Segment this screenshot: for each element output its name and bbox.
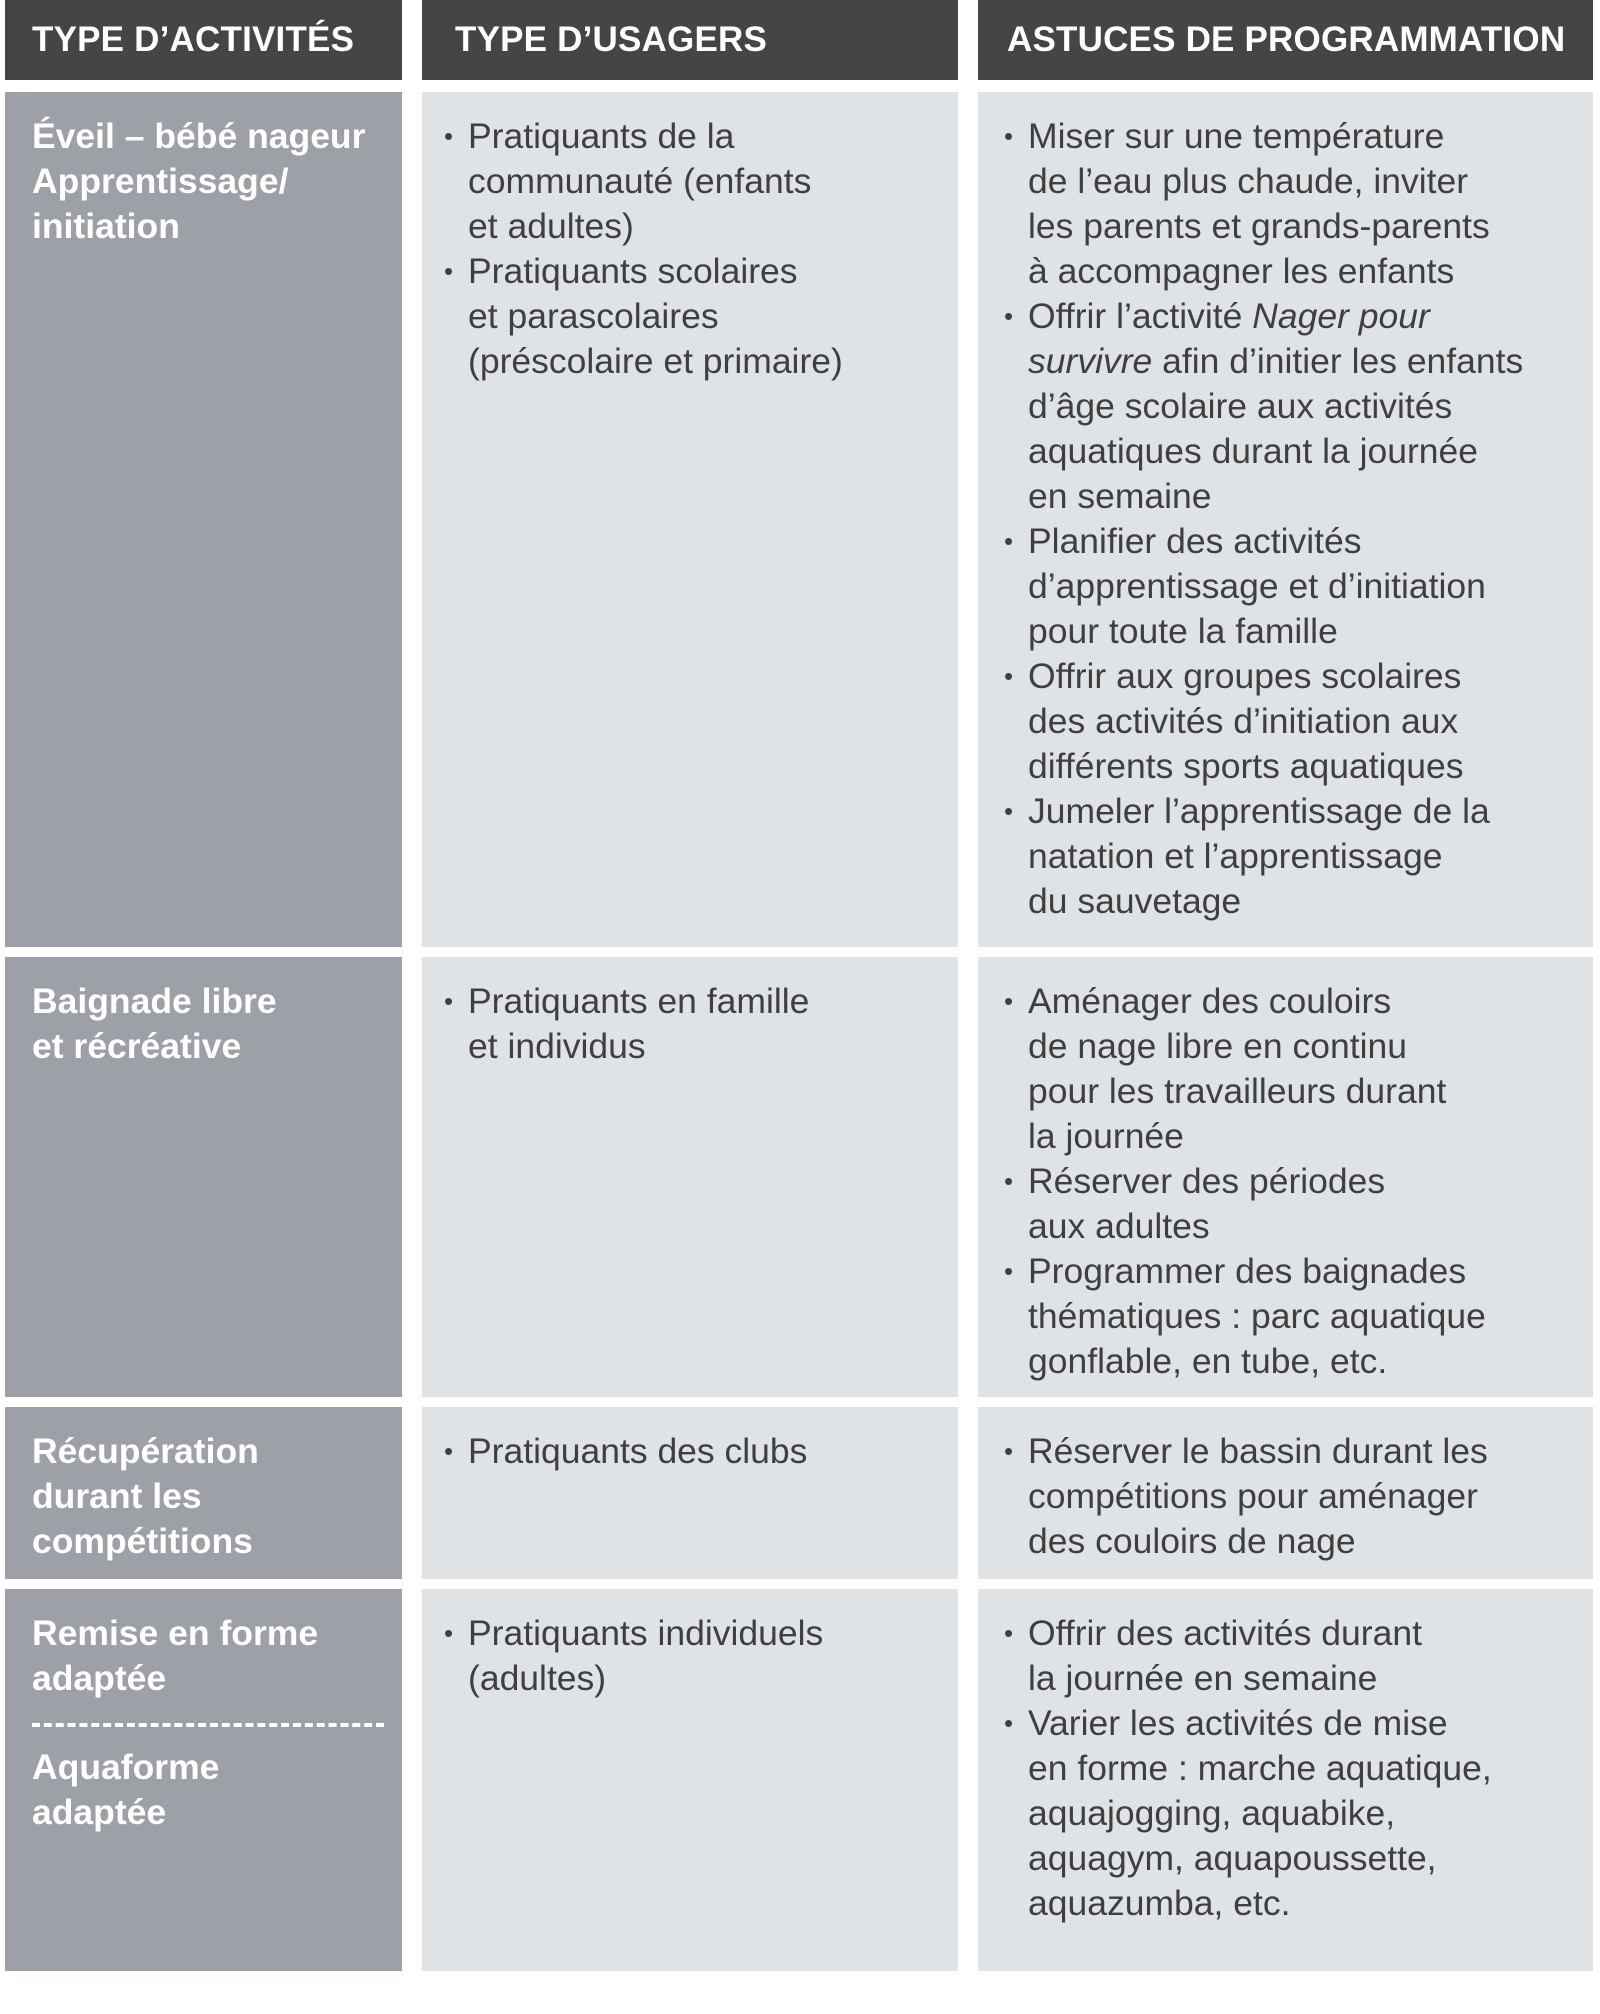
row-4-users — [422, 1589, 958, 1971]
dashed-divider — [32, 1723, 384, 1727]
text-line: du sauvetage — [1028, 881, 1242, 921]
text-line: • Jumeler l’apprentissage de la — [1028, 791, 1490, 831]
text-line: de l’eau plus chaude, inviter — [1028, 161, 1469, 201]
text-line: d’âge scolaire aux activités — [1028, 386, 1453, 426]
text-fragment: Offrir l’activité — [1028, 296, 1253, 336]
row-3-tips-list — [1004, 1429, 1583, 1564]
row-1-users — [422, 92, 958, 947]
row-2-activity-line: Baignade libre — [32, 981, 277, 1021]
row-3-users-list — [444, 1429, 948, 1474]
text-line: la journée en semaine — [1028, 1658, 1378, 1698]
text-line: • Offrir des activités durant — [1028, 1613, 1422, 1653]
row-3-activity-line: compétitions — [32, 1521, 253, 1561]
text-line: communauté (enfants — [468, 161, 812, 201]
row-4-activity-line: adaptée — [32, 1658, 167, 1698]
text-line: • Planifier des activités — [1028, 521, 1362, 561]
list-item — [1004, 1611, 1583, 1701]
list-item — [444, 979, 948, 1069]
list-item — [1004, 1159, 1583, 1249]
text-line: des couloirs de nage — [1028, 1521, 1356, 1561]
row-separator — [5, 1397, 1593, 1407]
row-4-tips-list — [1004, 1611, 1583, 1926]
text-line: différents sports aquatiques — [1028, 746, 1464, 786]
text-line: gonflable, en tube, etc. — [1028, 1341, 1388, 1381]
text-line: • Pratiquants scolaires — [468, 251, 798, 291]
text-line: la journée — [1028, 1116, 1184, 1156]
text-line: (préscolaire et primaire) — [468, 341, 843, 381]
text-line: de nage libre en continu — [1028, 1026, 1407, 1066]
text-line: et individus — [468, 1026, 646, 1066]
header-activity-type: TYPE D’ACTIVITÉS — [5, 0, 402, 80]
text-line: (adultes) — [468, 1658, 607, 1698]
text-line: compétitions pour aménager — [1028, 1476, 1478, 1516]
row-2-tips — [978, 957, 1593, 1397]
list-item — [1004, 294, 1583, 519]
program-name: Nager pour — [1252, 296, 1430, 336]
text-line: d’apprentissage et d’initiation — [1028, 566, 1486, 606]
text-line: pour les travailleurs durant — [1028, 1071, 1447, 1111]
text-line: en semaine — [1028, 476, 1212, 516]
text-line: les parents et grands-parents — [1028, 206, 1490, 246]
row-1-activity-line: Éveil – bébé nageur — [32, 116, 366, 156]
row-1-tips — [978, 92, 1593, 947]
text-line: aquagym, aquapoussette, — [1028, 1838, 1437, 1878]
row-4-activity-line: adaptée — [32, 1792, 167, 1832]
text-fragment: afin d’initier les enfants — [1152, 341, 1524, 381]
list-item — [1004, 654, 1583, 789]
text-line: et parascolaires — [468, 296, 719, 336]
text-line: pour toute la famille — [1028, 611, 1338, 651]
text-line: des activités d’initiation aux — [1028, 701, 1459, 741]
text-line: en forme : marche aquatique, — [1028, 1748, 1492, 1788]
list-item — [444, 1611, 948, 1701]
row-1-users-list — [444, 114, 948, 384]
text-line: • Offrir aux groupes scolaires — [1028, 656, 1462, 696]
row-4-tips — [978, 1589, 1593, 1971]
list-item — [444, 1429, 948, 1474]
row-3-users — [422, 1407, 958, 1579]
list-item — [1004, 519, 1583, 654]
text-line: aux adultes — [1028, 1206, 1210, 1246]
row-4-activity — [5, 1589, 402, 1971]
header-gap — [5, 80, 1593, 92]
row-2-users-list — [444, 979, 948, 1069]
list-item — [444, 114, 948, 249]
row-1-activity-line: Apprentissage/ — [32, 161, 289, 201]
text-line: • Pratiquants en famille — [468, 981, 810, 1021]
text-line: • Aménager des couloirs — [1028, 981, 1392, 1021]
text-line: thématiques : parc aquatique — [1028, 1296, 1486, 1336]
row-4-activity-line: Remise en forme — [32, 1613, 319, 1653]
text-line: • Réserver des périodes — [1028, 1161, 1386, 1201]
text-line: aquazumba, etc. — [1028, 1883, 1291, 1923]
row-3-activity-line: durant les — [32, 1476, 202, 1516]
row-2-activity — [5, 957, 402, 1397]
row-1-activity — [5, 92, 402, 947]
text-line — [1028, 294, 1583, 339]
row-separator — [5, 947, 1593, 957]
row-separator — [5, 1579, 1593, 1589]
row-2-users — [422, 957, 958, 1397]
text-line — [1028, 339, 1583, 384]
row-4-users-list — [444, 1611, 948, 1701]
list-item — [1004, 789, 1583, 924]
text-line: aquajogging, aquabike, — [1028, 1793, 1396, 1833]
text-line: natation et l’apprentissage — [1028, 836, 1443, 876]
row-3-activity — [5, 1407, 402, 1579]
list-item — [444, 249, 948, 384]
list-item — [1004, 1429, 1583, 1564]
text-line: à accompagner les enfants — [1028, 251, 1455, 291]
text-line: et adultes) — [468, 206, 634, 246]
text-line: • Programmer des baignades — [1028, 1251, 1467, 1291]
list-item — [1004, 1701, 1583, 1926]
list-item — [1004, 114, 1583, 294]
text-line: aquatiques durant la journée — [1028, 431, 1479, 471]
row-4-activity-line: Aquaforme — [32, 1747, 220, 1787]
text-line: • Varier les activités de mise — [1028, 1703, 1448, 1743]
row-3-activity-line: Récupération — [32, 1431, 259, 1471]
row-1-tips-list — [1004, 114, 1583, 924]
list-item — [1004, 979, 1583, 1159]
text-line: • Pratiquants individuels — [468, 1613, 824, 1653]
text-line: • Pratiquants des clubs — [468, 1431, 808, 1471]
text-line: • Miser sur une température — [1028, 116, 1445, 156]
text-line: • Réserver le bassin durant les — [1028, 1431, 1488, 1471]
programming-table — [5, 0, 1593, 1971]
row-1-activity-line: initiation — [32, 206, 180, 246]
text-line: • Pratiquants de la — [468, 116, 735, 156]
list-item — [1004, 1249, 1583, 1384]
header-programming-tips: ASTUCES DE PROGRAMMATION — [978, 0, 1593, 80]
header-user-type: TYPE D’USAGERS — [422, 0, 958, 80]
row-2-activity-line: et récréative — [32, 1026, 242, 1066]
row-3-tips — [978, 1407, 1593, 1579]
program-name: survivre — [1028, 341, 1153, 381]
row-2-tips-list — [1004, 979, 1583, 1384]
